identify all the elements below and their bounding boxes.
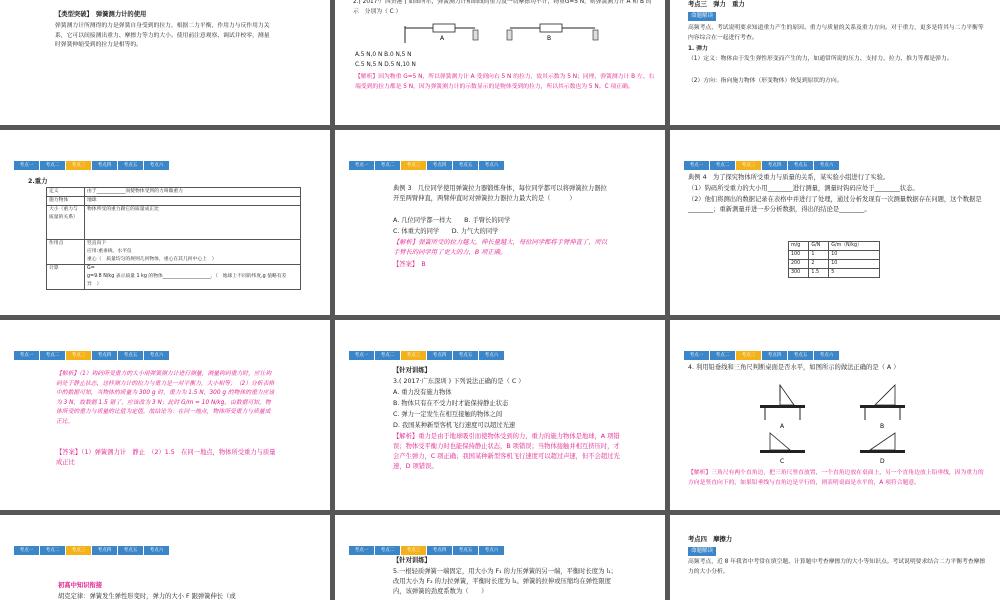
analysis-text: 【解析】弹簧所受的拉力越大，伸长量越大，每位同学都将手臂伸直了，所以手臂长的同学用了更大的力，B 项正确。 — [393, 239, 608, 256]
tab-topic-1[interactable]: 考点一 — [349, 351, 374, 360]
analysis-text: 【解析】因为物重 G=5 N，所以弹簧测力计 A 受到向右 5 N 的拉力，故其示数为 5 N；同理，弹簧测力计 B 左、右端受到的拉力都是 5 N，因为弹簧测力计的示数显示的是物体受到的拉力，所以其示数也为 5 N。C 项正确。 — [355, 74, 655, 90]
section-heading: 【针对训练】 — [393, 557, 431, 564]
option-label: D — [880, 458, 885, 465]
tab-topic-6[interactable]: 考点六 — [144, 546, 169, 555]
section-heading: 考点四 摩擦力 — [688, 536, 733, 543]
scale-a-label: A — [440, 35, 445, 42]
option-line: C. 体重大的同学 D. 力气大的同学 — [393, 228, 499, 235]
slide-thumbnail[interactable] — [670, 130, 1000, 315]
tab-topic-6[interactable]: 考点六 — [814, 161, 839, 170]
tab-topic-3[interactable]: 考点三 — [66, 546, 91, 555]
tab-topic-5[interactable]: 考点五 — [453, 161, 478, 170]
tab-topic-3[interactable]: 考点三 — [401, 161, 426, 170]
section-heading: 【针对训练】 — [393, 367, 431, 374]
option-line: D. 我国某种新型客机飞行速度可以超过光速 — [393, 422, 516, 429]
tab-topic-4[interactable]: 考点四 — [762, 161, 787, 170]
table-row: m/g G/N G/m（N/kg） — [789, 242, 880, 251]
slide-thumbnail[interactable] — [0, 515, 330, 600]
question-text: 典例 3 几位同学使用弹簧拉力器锻炼身体，每位同学都可以将弹簧拉力器拉开至两臂伸直，两臂伸直时对弹簧拉力器拉力最大的是（ ） — [393, 185, 607, 202]
analysis-text: 【解析】三角尺有两个直角边，把三角尺竖直放置，一个直角边放在桌面上，另一个直角边放上铅垂线，因为重力的方向是竖直向下的，如果铅垂线与直角边是平行的，则表明桌面是水平的，A 项符合题意。 — [688, 470, 984, 486]
weight-block — [507, 30, 512, 40]
tab-topic-3[interactable]: 考点三 — [736, 351, 761, 360]
table-row: 施力物体 地球 — [47, 197, 301, 206]
topic-tabs — [349, 161, 504, 170]
spring-scale-a — [433, 24, 455, 32]
tab-topic-2[interactable]: 考点二 — [40, 161, 65, 170]
table-row: 作用点 竖直向下 应用:重垂线、水平仪 重心（ 质量均匀的规则几何物体，重心在其几何中心上 ） — [47, 240, 301, 265]
tab-topic-5[interactable]: 考点五 — [453, 546, 478, 555]
tab-topic-6[interactable]: 考点六 — [814, 351, 839, 360]
slide-thumbnail[interactable] — [0, 320, 330, 510]
question-text: 3.( 2017·广东深圳 ) 下列说法正确的是（ C ） — [393, 378, 525, 385]
point-text: （1）定义：物体由于发生弹性形变而产生的力，如通常所说的压力、支持力、拉力、推力等都是弹力。 — [688, 56, 953, 62]
slide-thumbnail[interactable] — [335, 515, 665, 600]
topic-tabs — [14, 161, 169, 170]
tab-topic-2[interactable]: 考点二 — [710, 351, 735, 360]
tab-topic-4[interactable]: 考点四 — [762, 351, 787, 360]
body-text: 胡克定律：弹簧发生弹性形变时，弹力的大小 F 跟弹簧伸长（或 — [58, 593, 236, 600]
answer-text: 【答案】（1）弹簧测力计 静止 （2）1.5 在同一地点，物体所受重力与质量成正比 — [56, 449, 276, 466]
tab-topic-1[interactable]: 考点一 — [349, 546, 374, 555]
spring-scale-figure — [395, 18, 605, 48]
tab-topic-3[interactable]: 考点三 — [401, 351, 426, 360]
slide-thumbnail[interactable] — [335, 130, 665, 315]
slide-thumbnail[interactable] — [0, 0, 330, 125]
question-text: 5.一根轻质弹簧一端固定，用大小为 F₁ 的力压弹簧的另一端，平衡时长度为 l₁；改用大小为 F₂ 的力拉弹簧，平衡时长度为 l₂。弹簧的拉伸或压缩均在弹性限度内，该弹簧的劲度系数为（ ） — [393, 568, 617, 595]
tab-topic-3[interactable]: 考点三 — [66, 351, 91, 360]
slide-thumbnail[interactable] — [670, 515, 1000, 600]
tab-topic-1[interactable]: 考点一 — [684, 161, 709, 170]
table-row: 大小（重力与质量的关系） 物体所受的重力跟它的质量成正比 — [47, 206, 301, 240]
point-title: 1. 弹力 — [688, 46, 708, 52]
topic-tabs — [349, 546, 504, 555]
question-text: 4. 利用铅垂线和三角尺判断桌面是否水平，如图所示的做法正确的是（ A ） — [688, 364, 900, 371]
option-line: A. 几位同学都一样大 B. 手臂长的同学 — [393, 217, 511, 224]
tab-topic-4[interactable]: 考点四 — [427, 546, 452, 555]
tab-topic-1[interactable]: 考点一 — [349, 161, 374, 170]
table-row: 100 1 10 — [789, 251, 880, 260]
option-line: C. 弹力一定发生在相互接触的物体之间 — [393, 411, 503, 418]
option-line: A. 重力没有施力物体 — [393, 389, 452, 396]
tab-topic-5[interactable]: 考点五 — [788, 161, 813, 170]
intro-text: 高频考点，近 8 年我省中考常在填空题、计算题中考查摩擦力的大小等知识点。考试说明要求结合二力平衡考查摩擦力的大小分析。 — [688, 559, 986, 575]
option-line: B. 物体只有在不受力时才能保持静止状态 — [393, 400, 509, 407]
option-a-drawing — [760, 385, 805, 430]
slide-thumbnail[interactable] — [335, 0, 665, 125]
slide-heading: 【类型突破】 弹簧测力计的使用 — [55, 11, 147, 18]
data-table — [788, 241, 880, 278]
tab-topic-2[interactable]: 考点二 — [40, 546, 65, 555]
slide-thumbnail[interactable] — [335, 320, 665, 510]
option-label: A — [780, 423, 785, 430]
slide-thumbnail[interactable] — [0, 130, 330, 315]
tab-topic-1[interactable]: 考点一 — [14, 161, 39, 170]
tab-topic-1[interactable]: 考点一 — [14, 351, 39, 360]
question-text: 2.( 2017·广西贵港 ) 如图所示，弹簧测力计和细线的重力及一切摩擦均不计，物重G=5 N，则弹簧测力计 A 和 B 的示 分别为（ C ） — [353, 0, 652, 15]
badge-label: 命题解读 — [688, 12, 716, 21]
slide-thumbnail[interactable] — [670, 0, 1000, 125]
point-text: （2）方向：指向施力物体（形变物体）恢复到原状的方向。 — [688, 78, 843, 84]
topic-tabs — [14, 546, 169, 555]
option-label: B — [880, 423, 885, 430]
section-heading: 考点三 弹力 重力 — [688, 1, 745, 8]
tab-topic-5[interactable]: 考点五 — [118, 546, 143, 555]
badge-label: 命题解读 — [688, 547, 716, 556]
tab-topic-2[interactable]: 考点二 — [40, 351, 65, 360]
tab-topic-6[interactable]: 考点六 — [144, 351, 169, 360]
topic-tabs — [349, 351, 504, 360]
tab-topic-4[interactable]: 考点四 — [427, 161, 452, 170]
tab-topic-2[interactable]: 考点二 — [710, 161, 735, 170]
tab-topic-3[interactable]: 考点三 — [401, 546, 426, 555]
spring-scale-b — [540, 24, 562, 32]
tab-topic-6[interactable]: 考点六 — [479, 546, 504, 555]
table-row: 计算 G= g=9.8 N/kg 表示质量 1 kg 的物体____________________，（ 地球上不同的纬度,g 值略有差异 ） — [47, 265, 301, 290]
answer-options: A.5 N,0 N B.0 N,5 N C.5 N,5 N D.5 N,10 N — [355, 52, 416, 68]
tab-topic-4[interactable]: 考点四 — [92, 161, 117, 170]
tab-topic-4[interactable]: 考点四 — [92, 351, 117, 360]
tab-topic-1[interactable]: 考点一 — [684, 351, 709, 360]
tab-topic-1[interactable]: 考点一 — [14, 546, 39, 555]
intro-text: 高频考点，考试说明要求知道重力产生的原因、重力与质量的关系及重力方向。对于重力，更多是将其与二力平衡等内容综合在一起进行考查。 — [688, 25, 984, 41]
tab-topic-4[interactable]: 考点四 — [92, 546, 117, 555]
tab-topic-5[interactable]: 考点五 — [118, 351, 143, 360]
option-b-drawing — [860, 385, 905, 430]
tab-topic-2[interactable]: 考点二 — [375, 161, 400, 170]
slide-body: 弹簧测力计所测得的力是弹簧自身受到的拉力，根据二力平衡，作用力与反作用力关系，它可以间接测出重力、摩擦力等力的大小。使用前注意观察、调试并校零，测量时弹簧伸缩受到的拉力是相等的。 — [55, 23, 270, 48]
tab-topic-6[interactable]: 考点六 — [479, 351, 504, 360]
topic-tabs — [684, 161, 839, 170]
analysis-text: 【解析】重力是由于地球吸引而使物体受到的力，重力的施力物体是地球，A 项错误；物体受平衡力时也能保持静止状态，B 项错误；当物体接触并相互挤压时，才会产生弹力，C 项正确；我国某种新型客机飞行速度可以超过声速，但不会超过光速，D 项错误。 — [393, 433, 620, 470]
tab-topic-5[interactable]: 考点五 — [453, 351, 478, 360]
table-row: 300 1.5 5 — [789, 269, 880, 278]
plumb-line-figure — [750, 375, 930, 465]
topic-tabs — [684, 351, 839, 360]
scale-b-label: B — [547, 35, 552, 42]
tab-topic-4[interactable]: 考点四 — [427, 351, 452, 360]
tab-topic-2[interactable]: 考点二 — [375, 546, 400, 555]
option-d-drawing — [860, 433, 905, 465]
slide-heading: 2.重力 — [28, 178, 48, 185]
tab-topic-6[interactable]: 考点六 — [479, 161, 504, 170]
tab-topic-6[interactable]: 考点六 — [144, 161, 169, 170]
option-label: C — [780, 458, 785, 465]
weight-block — [593, 30, 598, 40]
tab-topic-5[interactable]: 考点五 — [118, 161, 143, 170]
section-heading: 初高中知识衔接 — [58, 582, 103, 589]
topic-tabs — [14, 351, 169, 360]
question-text: 典例 4 为了探究物体所受重力与质量的关系，某实验小组进行了实验。 — [688, 174, 890, 181]
slide-thumbnail[interactable] — [670, 320, 1000, 510]
weight-block — [473, 30, 478, 40]
analysis-text: 【解析】（1）钩码所受重力的大小用弹簧测力计进行测量，测量钩码重力时，应让钩码处于静止状态，这样测力计的拉力与重力是一对平衡力，大小相等；（2）分析表格中的数据可知，当物体的质量为 300 g 时，重力为 1.5 N，300 g 的物体的重力应该为 3 N，故数据 1.5 错了，应该改为 3 N；此时 G/m = 10 N/kg，由数据可知，物体所受的重力与质量的比值为定值，故结论为：在同一地点，物体所受重力与质量成正比。 — [56, 371, 275, 425]
gravity-table — [46, 187, 301, 290]
tab-topic-2[interactable]: 考点二 — [375, 351, 400, 360]
tab-topic-5[interactable]: 考点五 — [788, 351, 813, 360]
tab-topic-3[interactable]: 考点三 — [66, 161, 91, 170]
question-text: （2）他们将测出的数据记录在表格中并进行了处理，通过分析发现有一次测量数据存在问题，这个数据是________；重新测量并进一步分析数据，得出的结论是________。 — [688, 196, 982, 213]
option-c-drawing — [760, 433, 805, 465]
tab-topic-3[interactable]: 考点三 — [736, 161, 761, 170]
answer-text: 【答案】 B — [393, 261, 426, 268]
question-text: （1）钩码所受重力的大小用________进行测量，测量时钩码应处于________状态。 — [688, 185, 919, 192]
table-row: 200 2 10 — [789, 260, 880, 269]
table-row: 定义 由于____________而使物体受到的力叫做重力 — [47, 188, 301, 197]
